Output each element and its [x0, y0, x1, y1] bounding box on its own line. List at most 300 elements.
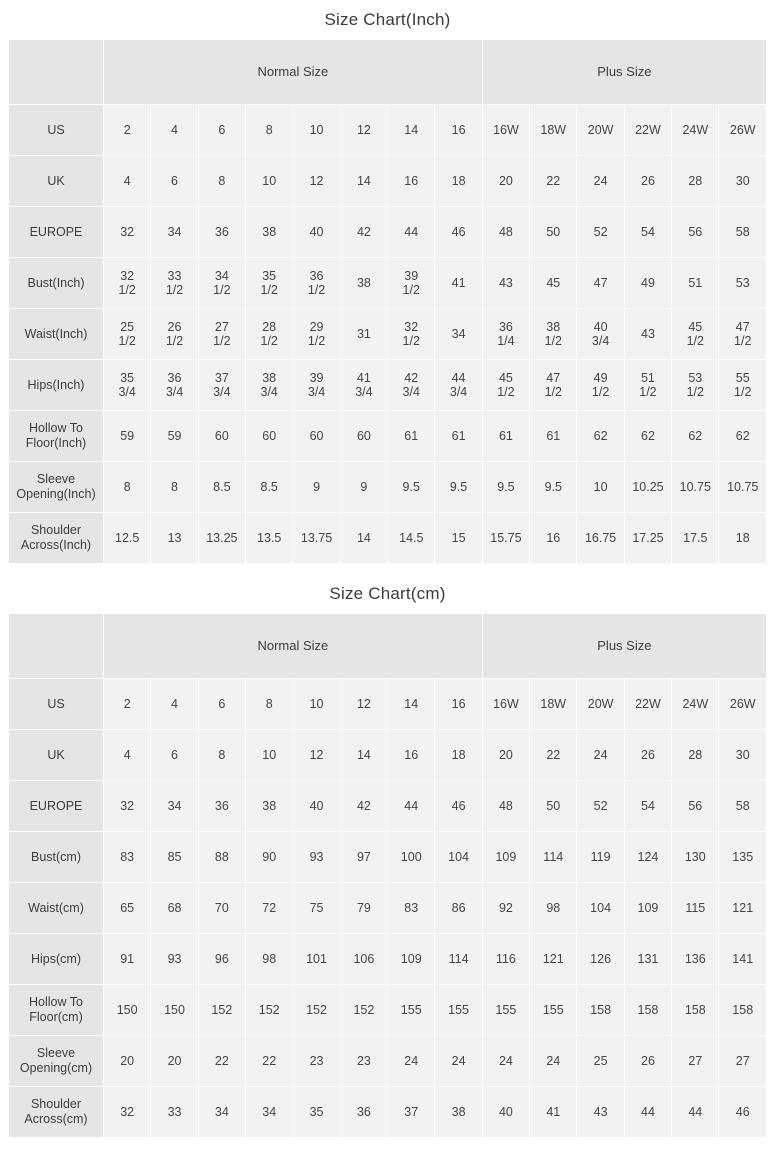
- table-cell: 49: [624, 258, 671, 309]
- table-cell: 16W: [482, 679, 529, 730]
- row-header: Sleeve Opening(Inch): [9, 462, 104, 513]
- table-cell: 158: [624, 985, 671, 1036]
- table-cell: 65: [104, 883, 151, 934]
- table-cell: 92: [482, 883, 529, 934]
- table-cell: 42: [340, 207, 387, 258]
- table-cell: 124: [624, 832, 671, 883]
- table-cell: 28: [672, 730, 719, 781]
- table-cell: 38 1/2: [530, 309, 577, 360]
- table-cell: 10: [246, 156, 293, 207]
- table-cell: 61: [530, 411, 577, 462]
- table-cell: 56: [672, 781, 719, 832]
- table-cell: 51: [672, 258, 719, 309]
- table-cell: 97: [340, 832, 387, 883]
- table-cell: 46: [435, 207, 482, 258]
- table-cell: 15.75: [482, 513, 529, 564]
- table-cell: 150: [104, 985, 151, 1036]
- row-header: Waist(cm): [9, 883, 104, 934]
- table-cell: 23: [340, 1036, 387, 1087]
- table-cell: 35 1/2: [246, 258, 293, 309]
- table-cell: 83: [104, 832, 151, 883]
- table-cell: 36 1/2: [293, 258, 340, 309]
- table-cell: 83: [388, 883, 435, 934]
- table-cell: 12: [293, 730, 340, 781]
- table-cell: 10.75: [672, 462, 719, 513]
- table-row: [9, 207, 767, 258]
- table-cell: 32: [104, 781, 151, 832]
- table-cell: 26W: [719, 105, 767, 156]
- table-cell: 16: [530, 513, 577, 564]
- table-cell: 6: [198, 105, 245, 156]
- table-row: [9, 360, 767, 411]
- table-cell: 60: [340, 411, 387, 462]
- table-cell: 24: [530, 1036, 577, 1087]
- table-cell: 52: [577, 781, 624, 832]
- table-cell: 24: [577, 730, 624, 781]
- table-cell: 8: [246, 679, 293, 730]
- row-header: Shoulder Across(Inch): [9, 513, 104, 564]
- table-cell: 86: [435, 883, 482, 934]
- chart-title: Size Chart(Inch): [324, 10, 451, 29]
- table-cell: 40: [293, 781, 340, 832]
- table-cell: 38 3/4: [246, 360, 293, 411]
- table-cell: 18: [719, 513, 767, 564]
- table-cell: 152: [246, 985, 293, 1036]
- table-cell: 8: [104, 462, 151, 513]
- table-cell: 60: [198, 411, 245, 462]
- table-cell: 46: [719, 1087, 767, 1138]
- table-cell: 6: [151, 730, 198, 781]
- table-cell: 40 3/4: [577, 309, 624, 360]
- table-cell: 44 3/4: [435, 360, 482, 411]
- table-cell: 38: [246, 207, 293, 258]
- table-cell: 14: [388, 679, 435, 730]
- table-cell: 14: [340, 513, 387, 564]
- table-cell: 12: [340, 679, 387, 730]
- table-cell: 4: [104, 730, 151, 781]
- table-row: [9, 1087, 767, 1138]
- table-cell: 49 1/2: [577, 360, 624, 411]
- table-cell: 48: [482, 207, 529, 258]
- table-cell: 98: [530, 883, 577, 934]
- table-cell: 54: [624, 207, 671, 258]
- table-cell: 28 1/2: [246, 309, 293, 360]
- table-cell: 12: [293, 156, 340, 207]
- table-cell: 101: [293, 934, 340, 985]
- table-row: [9, 934, 767, 985]
- table-cell: 32 1/2: [104, 258, 151, 309]
- table-cell: 16: [388, 730, 435, 781]
- row-header: Hips(cm): [9, 934, 104, 985]
- table-row: [9, 309, 767, 360]
- table-cell: 30: [719, 156, 767, 207]
- table-cell: 98: [246, 934, 293, 985]
- table-cell: 23: [293, 1036, 340, 1087]
- table-cell: 26W: [719, 679, 767, 730]
- table-row: [9, 513, 767, 564]
- table-cell: 51 1/2: [624, 360, 671, 411]
- table-cell: 26: [624, 730, 671, 781]
- table-cell: 37 3/4: [198, 360, 245, 411]
- table-cell: 24: [577, 156, 624, 207]
- table-cell: 42 3/4: [388, 360, 435, 411]
- table-cell: 2: [104, 679, 151, 730]
- table-cell: 33 1/2: [151, 258, 198, 309]
- table-cell: 53: [719, 258, 767, 309]
- table-cell: 158: [577, 985, 624, 1036]
- table-cell: 38: [340, 258, 387, 309]
- table-cell: 36: [340, 1087, 387, 1138]
- row-header: US: [9, 679, 104, 730]
- table-cell: 28: [672, 156, 719, 207]
- table-cell: 20W: [577, 679, 624, 730]
- table-cell: 9.5: [482, 462, 529, 513]
- table-cell: 27: [672, 1036, 719, 1087]
- chart-title: Size Chart(cm): [329, 584, 446, 603]
- table-cell: 18W: [530, 679, 577, 730]
- table-cell: 9: [293, 462, 340, 513]
- table-cell: 26: [624, 1036, 671, 1087]
- table-cell: 29 1/2: [293, 309, 340, 360]
- table-cell: 135: [719, 832, 767, 883]
- table-cell: 54: [624, 781, 671, 832]
- table-cell: 59: [104, 411, 151, 462]
- group-header-normal-size: Normal Size: [104, 40, 483, 105]
- table-cell: 32: [104, 207, 151, 258]
- table-cell: 106: [340, 934, 387, 985]
- table-cell: 58: [719, 781, 767, 832]
- table-cell: 4: [104, 156, 151, 207]
- table-cell: 9.5: [435, 462, 482, 513]
- table-cell: 34: [151, 781, 198, 832]
- table-cell: 44: [672, 1087, 719, 1138]
- table-cell: 4: [151, 105, 198, 156]
- table-cell: 22: [530, 730, 577, 781]
- group-header-normal-size: Normal Size: [104, 614, 483, 679]
- table-cell: 36: [198, 207, 245, 258]
- table-cell: 38: [435, 1087, 482, 1138]
- table-cell: 43: [624, 309, 671, 360]
- table-cell: 61: [482, 411, 529, 462]
- table-cell: 24W: [672, 105, 719, 156]
- table-row: [9, 258, 767, 309]
- table-cell: 75: [293, 883, 340, 934]
- table-cell: 104: [577, 883, 624, 934]
- table-row: [9, 1036, 767, 1087]
- table-corner-cell: [9, 40, 104, 105]
- table-cell: 50: [530, 207, 577, 258]
- table-cell: 39 3/4: [293, 360, 340, 411]
- table-cell: 53 1/2: [672, 360, 719, 411]
- table-cell: 13.5: [246, 513, 293, 564]
- table-cell: 24: [388, 1036, 435, 1087]
- table-cell: 39 1/2: [388, 258, 435, 309]
- table-cell: 12: [340, 105, 387, 156]
- table-cell: 47 1/2: [530, 360, 577, 411]
- table-cell: 8: [198, 156, 245, 207]
- table-cell: 18: [435, 156, 482, 207]
- table-cell: 43: [482, 258, 529, 309]
- table-cell: 34: [151, 207, 198, 258]
- table-corner-cell: [9, 614, 104, 679]
- table-cell: 32: [104, 1087, 151, 1138]
- table-cell: 25 1/2: [104, 309, 151, 360]
- table-cell: 62: [624, 411, 671, 462]
- table-cell: 14: [340, 156, 387, 207]
- table-cell: 44: [388, 781, 435, 832]
- table-cell: 25: [577, 1036, 624, 1087]
- row-header: Hollow To Floor(Inch): [9, 411, 104, 462]
- table-cell: 40: [293, 207, 340, 258]
- table-cell: 47: [577, 258, 624, 309]
- table-cell: 24: [435, 1036, 482, 1087]
- table-cell: 20: [482, 156, 529, 207]
- table-cell: 141: [719, 934, 767, 985]
- table-cell: 18: [435, 730, 482, 781]
- table-row: [9, 883, 767, 934]
- table-cell: 116: [482, 934, 529, 985]
- table-cell: 36 3/4: [151, 360, 198, 411]
- table-cell: 22W: [624, 105, 671, 156]
- table-cell: 27: [719, 1036, 767, 1087]
- table-cell: 36 1/4: [482, 309, 529, 360]
- table-cell: 62: [719, 411, 767, 462]
- table-cell: 72: [246, 883, 293, 934]
- table-cell: 14.5: [388, 513, 435, 564]
- table-cell: 35 3/4: [104, 360, 151, 411]
- table-cell: 16: [435, 679, 482, 730]
- table-cell: 155: [482, 985, 529, 1036]
- table-cell: 26: [624, 156, 671, 207]
- table-cell: 32 1/2: [388, 309, 435, 360]
- table-cell: 10: [293, 105, 340, 156]
- table-cell: 38: [246, 781, 293, 832]
- table-cell: 104: [435, 832, 482, 883]
- table-cell: 41: [530, 1087, 577, 1138]
- table-cell: 70: [198, 883, 245, 934]
- table-cell: 42: [340, 781, 387, 832]
- table-row: [9, 832, 767, 883]
- table-cell: 27 1/2: [198, 309, 245, 360]
- table-cell: 121: [530, 934, 577, 985]
- table-cell: 8: [198, 730, 245, 781]
- table-cell: 56: [672, 207, 719, 258]
- table-cell: 88: [198, 832, 245, 883]
- row-header: EUROPE: [9, 781, 104, 832]
- table-cell: 18W: [530, 105, 577, 156]
- table-cell: 13.75: [293, 513, 340, 564]
- table-cell: 59: [151, 411, 198, 462]
- table-cell: 44: [624, 1087, 671, 1138]
- table-cell: 14: [388, 105, 435, 156]
- table-cell: 79: [340, 883, 387, 934]
- row-header: Shoulder Across(cm): [9, 1087, 104, 1138]
- table-cell: 33: [151, 1087, 198, 1138]
- table-cell: 121: [719, 883, 767, 934]
- table-cell: 91: [104, 934, 151, 985]
- table-cell: 158: [672, 985, 719, 1036]
- table-cell: 34: [198, 1087, 245, 1138]
- table-cell: 34 1/2: [198, 258, 245, 309]
- table-cell: 45 1/2: [482, 360, 529, 411]
- table-cell: 152: [293, 985, 340, 1036]
- section-divider: [8, 564, 767, 574]
- table-cell: 46: [435, 781, 482, 832]
- table-cell: 48: [482, 781, 529, 832]
- table-cell: 17.5: [672, 513, 719, 564]
- table-cell: 2: [104, 105, 151, 156]
- table-cell: 20: [482, 730, 529, 781]
- table-cell: 9: [340, 462, 387, 513]
- table-cell: 24: [482, 1036, 529, 1087]
- size-chart-table: [8, 39, 767, 564]
- table-cell: 136: [672, 934, 719, 985]
- table-group-header-row: [9, 40, 767, 105]
- table-cell: 22: [246, 1036, 293, 1087]
- table-cell: 55 1/2: [719, 360, 767, 411]
- table-cell: 62: [672, 411, 719, 462]
- table-cell: 15: [435, 513, 482, 564]
- table-cell: 93: [293, 832, 340, 883]
- row-header: Sleeve Opening(cm): [9, 1036, 104, 1087]
- table-cell: 16: [435, 105, 482, 156]
- row-header: Bust(cm): [9, 832, 104, 883]
- table-cell: 152: [340, 985, 387, 1036]
- table-cell: 68: [151, 883, 198, 934]
- table-cell: 45: [530, 258, 577, 309]
- table-cell: 6: [151, 156, 198, 207]
- table-row: [9, 730, 767, 781]
- table-cell: 61: [435, 411, 482, 462]
- table-cell: 35: [293, 1087, 340, 1138]
- table-cell: 8.5: [198, 462, 245, 513]
- table-cell: 9.5: [388, 462, 435, 513]
- table-cell: 30: [719, 730, 767, 781]
- table-cell: 114: [435, 934, 482, 985]
- table-cell: 61: [388, 411, 435, 462]
- group-header-plus-size: Plus Size: [482, 614, 766, 679]
- table-cell: 8.5: [246, 462, 293, 513]
- table-row: [9, 105, 767, 156]
- table-cell: 155: [530, 985, 577, 1036]
- table-cell: 40: [482, 1087, 529, 1138]
- table-cell: 13: [151, 513, 198, 564]
- table-row: [9, 985, 767, 1036]
- table-cell: 126: [577, 934, 624, 985]
- table-cell: 20: [151, 1036, 198, 1087]
- table-row: [9, 411, 767, 462]
- row-header: UK: [9, 156, 104, 207]
- row-header: Bust(Inch): [9, 258, 104, 309]
- table-cell: 115: [672, 883, 719, 934]
- table-cell: 114: [530, 832, 577, 883]
- table-cell: 31: [340, 309, 387, 360]
- table-cell: 155: [435, 985, 482, 1036]
- table-cell: 109: [482, 832, 529, 883]
- table-cell: 60: [293, 411, 340, 462]
- table-cell: 152: [198, 985, 245, 1036]
- table-cell: 12.5: [104, 513, 151, 564]
- table-cell: 93: [151, 934, 198, 985]
- table-cell: 17.25: [624, 513, 671, 564]
- table-cell: 130: [672, 832, 719, 883]
- group-header-plus-size: Plus Size: [482, 40, 766, 105]
- row-header: US: [9, 105, 104, 156]
- table-cell: 100: [388, 832, 435, 883]
- table-cell: 24W: [672, 679, 719, 730]
- table-cell: 10: [246, 730, 293, 781]
- row-header: UK: [9, 730, 104, 781]
- table-cell: 9.5: [530, 462, 577, 513]
- table-cell: 34: [246, 1087, 293, 1138]
- table-cell: 8: [151, 462, 198, 513]
- table-cell: 45 1/2: [672, 309, 719, 360]
- table-cell: 109: [388, 934, 435, 985]
- table-cell: 44: [388, 207, 435, 258]
- table-row: [9, 781, 767, 832]
- size-chart-table: [8, 613, 767, 1138]
- table-cell: 37: [388, 1087, 435, 1138]
- table-cell: 96: [198, 934, 245, 985]
- table-cell: 47 1/2: [719, 309, 767, 360]
- table-cell: 60: [246, 411, 293, 462]
- table-cell: 22: [198, 1036, 245, 1087]
- table-cell: 158: [719, 985, 767, 1036]
- table-row: [9, 679, 767, 730]
- table-cell: 36: [198, 781, 245, 832]
- table-cell: 14: [340, 730, 387, 781]
- table-cell: 90: [246, 832, 293, 883]
- table-cell: 10: [293, 679, 340, 730]
- table-cell: 20: [104, 1036, 151, 1087]
- table-cell: 16: [388, 156, 435, 207]
- table-cell: 16.75: [577, 513, 624, 564]
- table-cell: 62: [577, 411, 624, 462]
- table-row: [9, 462, 767, 513]
- row-header: Waist(Inch): [9, 309, 104, 360]
- table-cell: 26 1/2: [151, 309, 198, 360]
- table-cell: 119: [577, 832, 624, 883]
- row-header: Hips(Inch): [9, 360, 104, 411]
- table-cell: 109: [624, 883, 671, 934]
- table-cell: 41 3/4: [340, 360, 387, 411]
- table-cell: 22W: [624, 679, 671, 730]
- table-row: [9, 156, 767, 207]
- table-cell: 34: [435, 309, 482, 360]
- table-cell: 155: [388, 985, 435, 1036]
- table-cell: 6: [198, 679, 245, 730]
- table-cell: 16W: [482, 105, 529, 156]
- table-cell: 10.75: [719, 462, 767, 513]
- row-header: EUROPE: [9, 207, 104, 258]
- table-cell: 22: [530, 156, 577, 207]
- table-cell: 4: [151, 679, 198, 730]
- table-cell: 10.25: [624, 462, 671, 513]
- table-cell: 50: [530, 781, 577, 832]
- table-cell: 13.25: [198, 513, 245, 564]
- table-cell: 8: [246, 105, 293, 156]
- table-cell: 41: [435, 258, 482, 309]
- table-cell: 85: [151, 832, 198, 883]
- table-cell: 43: [577, 1087, 624, 1138]
- table-cell: 10: [577, 462, 624, 513]
- table-cell: 52: [577, 207, 624, 258]
- table-cell: 20W: [577, 105, 624, 156]
- row-header: Hollow To Floor(cm): [9, 985, 104, 1036]
- table-cell: 58: [719, 207, 767, 258]
- table-cell: 131: [624, 934, 671, 985]
- table-group-header-row: [9, 614, 767, 679]
